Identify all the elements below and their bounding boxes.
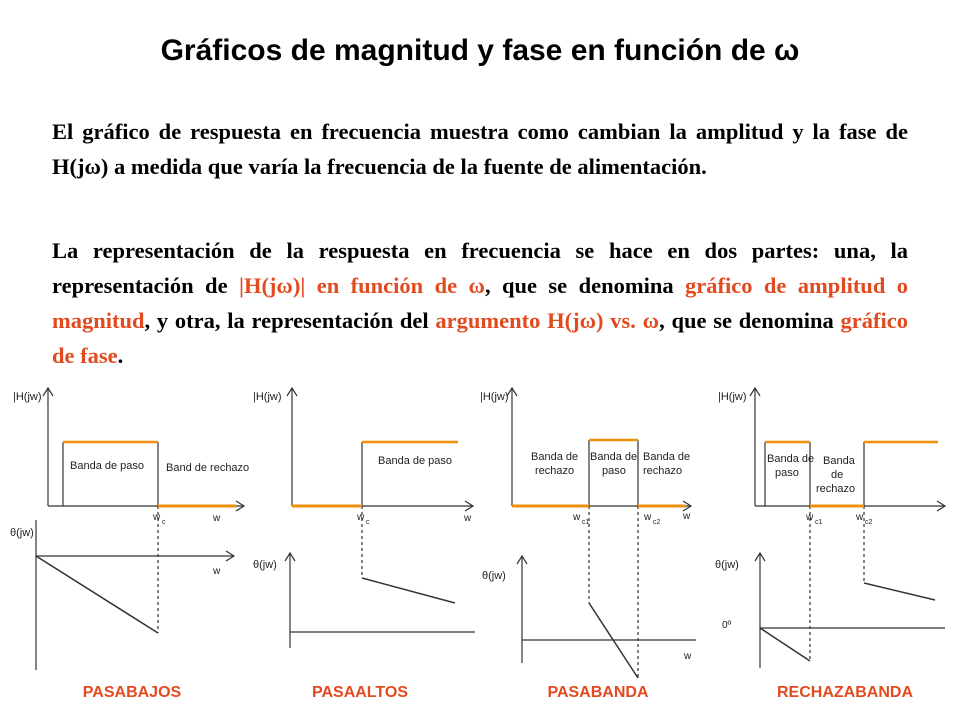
bandstop-label: RECHAZABANDA: [777, 684, 913, 701]
highlight-magnitude-plot: gráfico de amplitud o magnitud: [52, 273, 909, 333]
phase-curve: [36, 556, 158, 633]
band-label: rechazo: [816, 483, 856, 495]
band-label: Banda de: [590, 451, 638, 463]
band-label: Banda de: [531, 451, 579, 463]
highpass-diagram: [245, 378, 480, 678]
highlight-argument: argumento H(jω) vs. ω: [435, 308, 660, 333]
zero-degrees-label: 0º: [722, 620, 732, 631]
cutoff-subscript: c: [366, 519, 370, 526]
phase-axis-label: θ(jw): [10, 527, 34, 539]
bandstop-panel: [710, 378, 955, 678]
omega-label: w: [213, 566, 221, 577]
cutoff-subscript: c2: [865, 519, 873, 526]
band-label: Banda de paso: [70, 460, 145, 472]
description-paragraph: [52, 233, 908, 373]
mag-axis-label: |H(jw): [718, 391, 747, 403]
cutoff-subscript: c1: [582, 519, 590, 526]
omega-label: w: [213, 513, 221, 524]
phase-axis-label: θ(jw): [482, 570, 506, 582]
omega-label: w: [464, 513, 472, 524]
cutoff-label: w: [856, 512, 864, 523]
lowpass-panel: [8, 378, 258, 678]
cutoff-subscript: c2: [653, 519, 661, 526]
highlight-phase-plot: gráfico de fase: [52, 308, 908, 368]
cutoff-label: w: [806, 512, 814, 523]
band-label: rechazo: [535, 465, 575, 477]
slide-title: Gráficos de magnitud y fase en función de ω: [160, 34, 800, 67]
omega-label: w: [683, 511, 691, 522]
mag-axis-label: |H(jw): [13, 391, 42, 403]
band-label: paso: [775, 467, 799, 479]
phase-curve-right: [864, 583, 935, 600]
bandpass-diagram: [478, 378, 713, 678]
band-label: Band de rechazo: [166, 462, 250, 474]
highpass-panel: [245, 378, 480, 678]
band-label: Banda: [823, 455, 855, 467]
text-segment: , que se denomina: [659, 308, 841, 333]
omega-label: w: [684, 651, 692, 662]
band-label: rechazo: [643, 465, 683, 477]
text-segment: .: [117, 343, 124, 368]
highpass-label: PASAALTOS: [311, 684, 408, 701]
bandpass-label: PASABANDA: [547, 684, 649, 701]
cutoff-label: w: [573, 512, 581, 523]
cutoff-subscript: c: [162, 519, 166, 526]
lowpass-diagram: [8, 378, 258, 678]
band-label: Banda de: [767, 453, 815, 465]
cutoff-label: w: [644, 512, 652, 523]
band-label: de: [831, 469, 844, 481]
mag-axis-label: |H(jw): [480, 391, 509, 403]
phase-curve: [362, 578, 455, 603]
band-label: Banda de: [643, 451, 691, 463]
cutoff-label: w: [357, 512, 365, 523]
cutoff-label: w: [153, 512, 161, 523]
lowpass-label: PASABAJOS: [82, 684, 182, 701]
text-segment: , y otra, la representación del: [144, 308, 436, 333]
phase-curve-left: [760, 628, 810, 661]
phase-axis-label: θ(jw): [715, 559, 739, 571]
phase-axis-label: θ(jw): [253, 559, 277, 571]
intro-paragraph: El gráfico de respuesta en frecuencia muestra como cambian la amplitud y la fase de H(jω) a medida que varía la frecuencia de la fuente de alimentación.: [52, 119, 908, 179]
band-label: Banda de paso: [378, 455, 453, 467]
text-segment: La representación de la respuesta en frecuencia se hace en dos partes: una, la representación de: [52, 238, 908, 298]
mag-axis-label: |H(jw): [253, 391, 282, 403]
band-label: paso: [602, 465, 626, 477]
highlight-magnitude-def: |H(jω)| en función de ω: [238, 273, 485, 298]
bandstop-diagram: [710, 378, 955, 678]
cutoff-subscript: c1: [815, 519, 823, 526]
text-segment: , que se denomina: [484, 273, 686, 298]
bandpass-panel: [478, 378, 713, 678]
